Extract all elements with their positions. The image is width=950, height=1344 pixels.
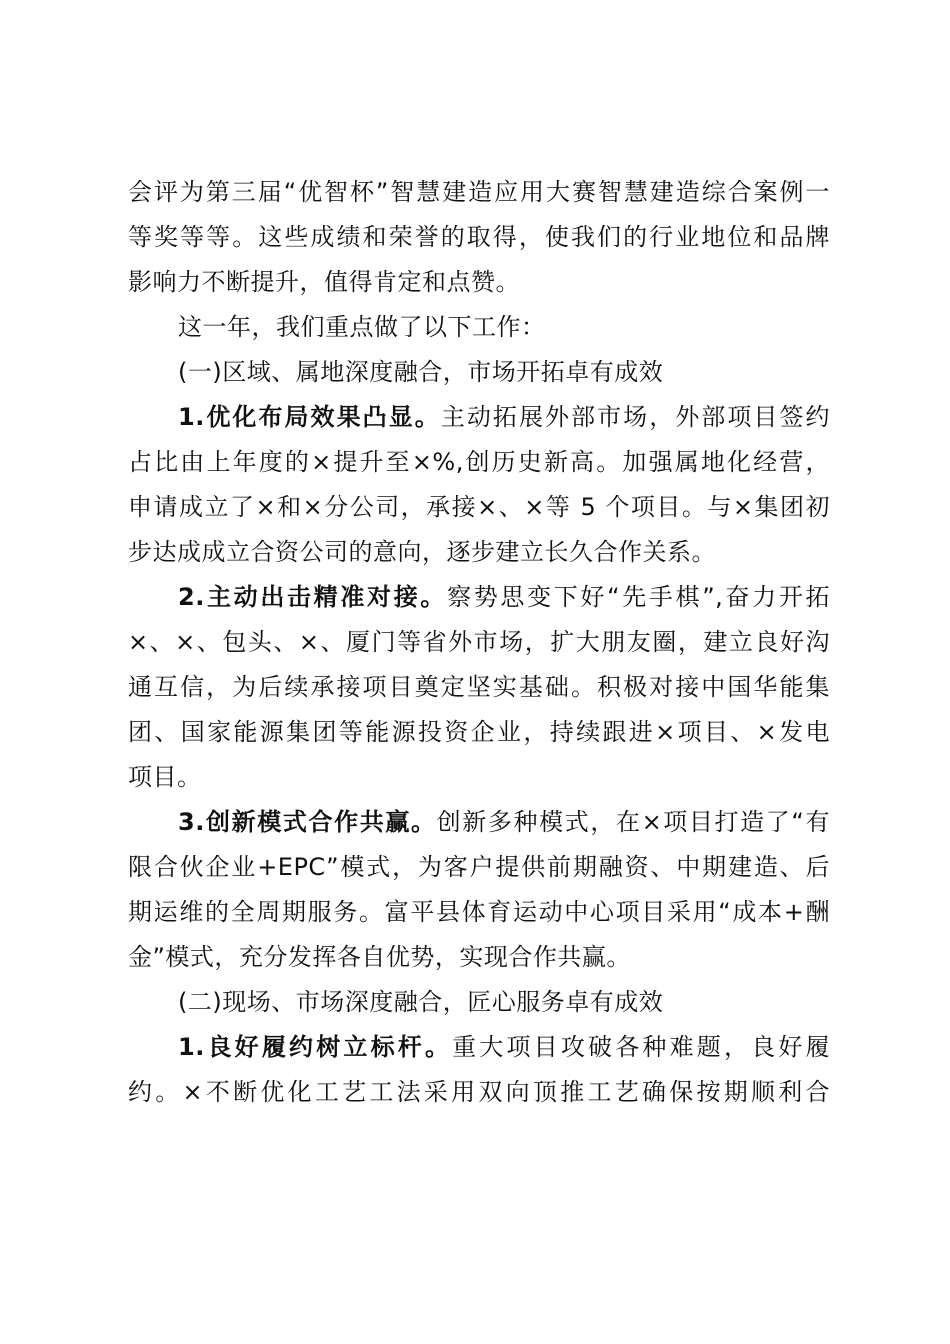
body-line: 会评为第三届“优智杯”智慧建造应用大赛智慧建造综合案例一 bbox=[128, 178, 830, 206]
section-heading: (二)现场、市场深度融合，匠心服务卓有成效 bbox=[178, 988, 664, 1016]
body-text: 主动拓展外部市场，外部项目签约 bbox=[440, 403, 830, 431]
body-line bbox=[128, 395, 830, 440]
subsection-heading: 1.优化布局效果凸显。 bbox=[178, 403, 441, 431]
body-line: 这一年，我们重点做了以下工作： bbox=[178, 313, 546, 341]
body-line bbox=[128, 1025, 830, 1070]
body-line: 约。×不断优化工艺工法采用双向顶推工艺确保按期顺利合 bbox=[128, 1078, 830, 1106]
subsection-heading: 3.创新模式合作共赢。 bbox=[178, 808, 437, 836]
body-line: 申请成立了×和×分公司，承接×、×等 5 个项目。与×集团初 bbox=[128, 493, 830, 521]
document-body bbox=[128, 170, 830, 1115]
body-text: 创新多种模式，在×项目打造了“有 bbox=[436, 808, 830, 836]
subsection-heading: 1.良好履约树立标杆。 bbox=[178, 1033, 453, 1061]
body-line: 期运维的全周期服务。富平县体育运动中心项目采用“成本+酬 bbox=[128, 898, 830, 926]
body-line: 等奖等等。这些成绩和荣誉的取得，使我们的行业地位和品牌 bbox=[128, 223, 830, 251]
body-line bbox=[128, 800, 830, 845]
body-line: 金”模式，充分发挥各自优势，实现合作共赢。 bbox=[128, 943, 631, 971]
body-line: 通互信，为后续承接项目奠定坚实基础。积极对接中国华能集 bbox=[128, 673, 830, 701]
body-line: 步达成成立合资公司的意向，逐步建立长久合作关系。 bbox=[128, 538, 716, 566]
body-line: 项目。 bbox=[128, 763, 202, 791]
body-text: 重大项目攻破各种难题，良好履 bbox=[452, 1033, 830, 1061]
body-line: ×、×、包头、×、厦门等省外市场，扩大朋友圈，建立良好沟 bbox=[128, 628, 830, 656]
body-line bbox=[128, 575, 830, 620]
body-line: 限合伙企业+EPC”模式，为客户提供前期融资、中期建造、后 bbox=[128, 853, 830, 881]
section-heading: (一)区域、属地深度融合，市场开拓卓有成效 bbox=[178, 358, 664, 386]
body-line: 团、国家能源集团等能源投资企业，持续跟进×项目、×发电 bbox=[128, 718, 830, 746]
body-line: 影响力不断提升，值得肯定和点赞。 bbox=[128, 268, 520, 296]
body-line: 占比由上年度的×提升至×%,创历史新高。加强属地化经营， bbox=[128, 448, 830, 476]
body-text: 察势思变下好“先手棋”,奋力开拓 bbox=[447, 583, 830, 611]
subsection-heading: 2.主动出击精准对接。 bbox=[178, 583, 448, 611]
